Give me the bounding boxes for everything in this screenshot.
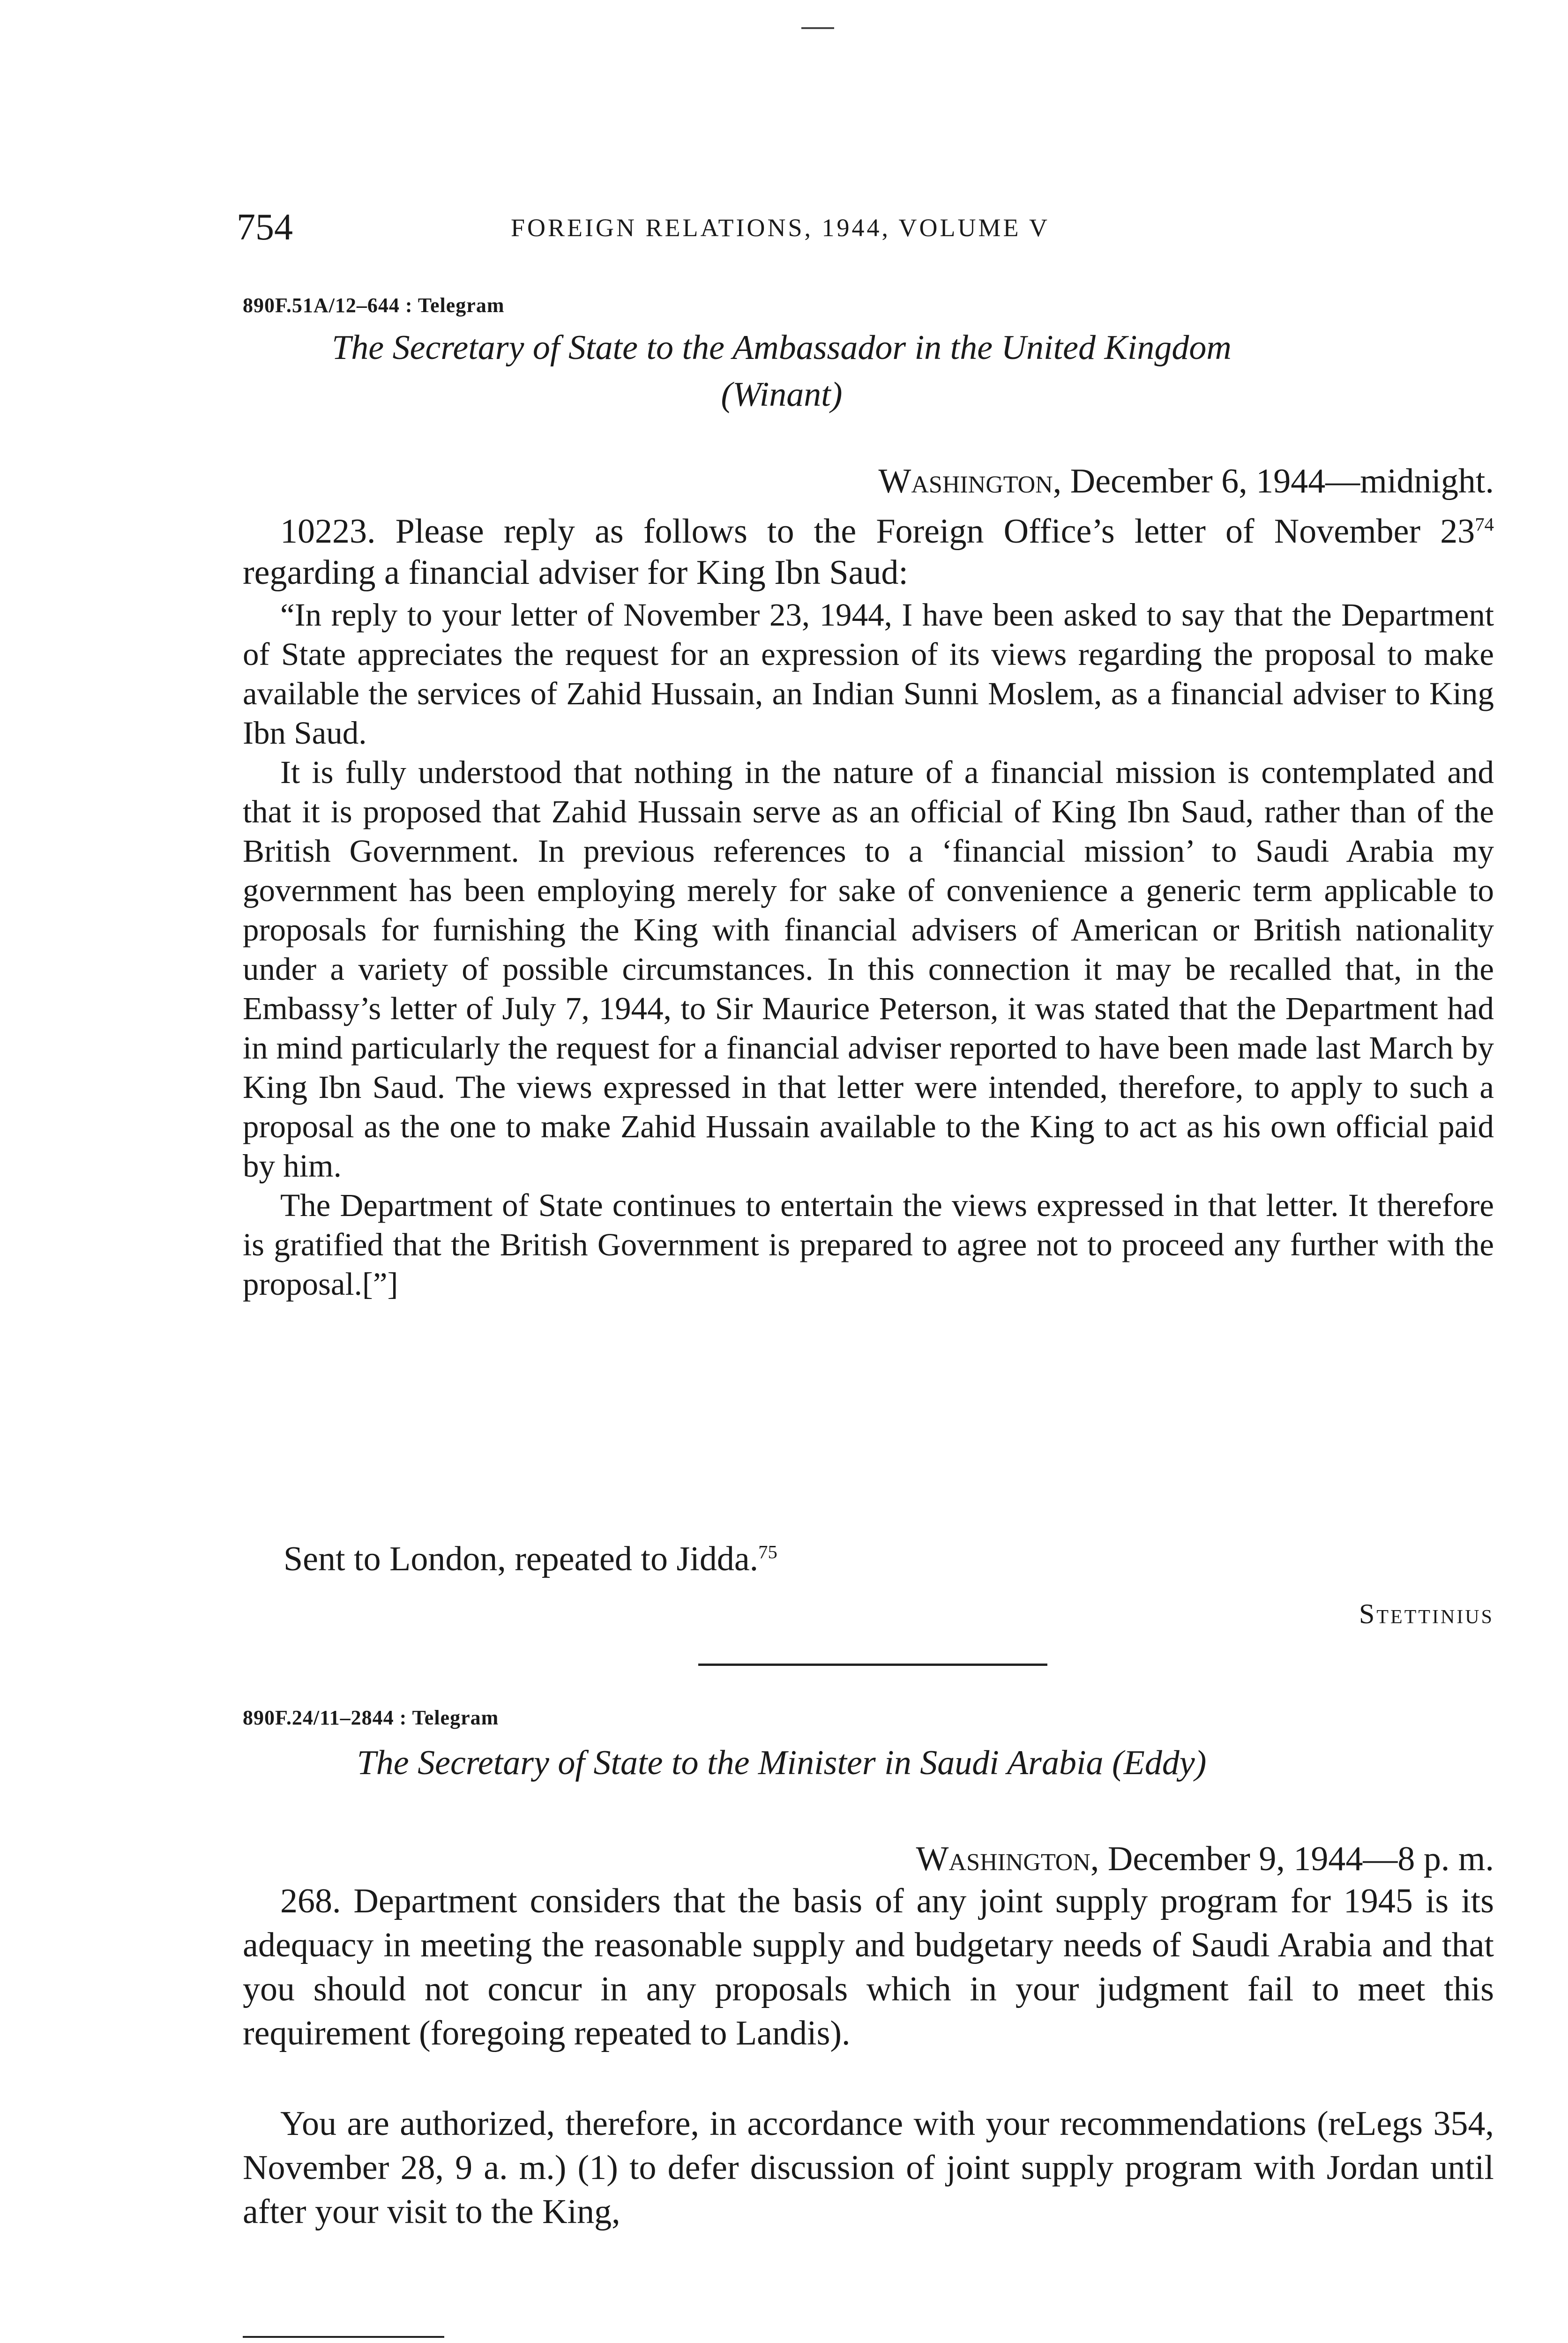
footnote-rule: [243, 2336, 444, 2338]
top-mark-dash: [801, 27, 834, 29]
document-title-1-recipient: (Winant): [721, 375, 843, 414]
closing-line: [284, 1539, 777, 1579]
page-number: 754: [237, 207, 293, 248]
opening-paragraph-1: [243, 511, 1494, 593]
dateline-place-2: Washington: [916, 1840, 1090, 1878]
section-divider: [698, 1664, 1047, 1666]
opening-paragraph-1-text-b: regarding a financial adviser for King Ibn Saud:: [243, 553, 908, 592]
quoted-paragraph-3: The Department of State continues to entertain the views expressed in that letter. It therefore is gratified that the British Government is prepared to agree not to proceed any further with the proposal.[”]: [243, 1187, 1494, 1302]
closing-line-text: Sent to London, repeated to Jidda.: [284, 1540, 759, 1578]
dateline-2: [916, 1839, 1494, 1879]
dateline-date-2: , December 9, 1944—8 p. m.: [1090, 1840, 1494, 1878]
file-number-2: 890F.24/11–2844 : Telegram: [243, 1706, 499, 1729]
quoted-letter: [243, 595, 1494, 1304]
body-paragraph-2a: 268. Department considers that the basis of any joint supply program for 1945 is its adequacy in meeting the reasonable supply and budgetary needs of Saudi Arabia and that you should not concur in any proposals which in your judgment fail to meet this requirement (foregoing repeated to Landis).: [243, 1882, 1494, 2052]
quoted-paragraph-1: “In reply to your letter of November 23, 1944, I have been asked to say that the Department of State appreciates the request for an expression of its views regarding the proposal to make available the services of Zahid Hussain, an Indian Sunni Moslem, as a financial adviser to King Ibn Saud.: [243, 597, 1494, 751]
dateline-date-1: , December 6, 1944—midnight.: [1053, 462, 1494, 500]
quoted-paragraph-2: It is fully understood that nothing in the nature of a financial mission is contemplated and that it is proposed that Zahid Hussain serve as an official of King Ibn Saud, rather than of the British Government. In previous references to a ‘financial mission’ to Saudi Arabia my government has been employing merely for sake of convenience a generic term applicable to proposals for furnishing the King with financial advisers of American or British nationality under a variety of possible circumstances. In this connection it may be recalled that, in the Embassy’s letter of July 7, 1944, to Sir Maurice Peterson, it was stated that the Department had in mind particularly the request for a financial adviser reported to have been made last March by King Ibn Saud. The views expressed in that letter were intended, therefore, to apply to such a proposal as the one to make Zahid Hussain available to the King to act as his own official paid by him.: [243, 754, 1494, 1184]
footnote-ref-74: 74: [1475, 514, 1494, 535]
dateline-place-1: Washington: [878, 462, 1053, 500]
body-paragraph-2b: You are authorized, therefore, in accordance with your recommendations (reLegs 354, November 28, 9 a. m.) (1) to defer discussion of joint supply program with Jordan until after your visit to the King,: [243, 2104, 1494, 2231]
opening-paragraph-1-text-a: 10223. Please reply as follows to the Foreign Office’s letter of November 23: [280, 512, 1475, 551]
file-number-1: 890F.51A/12–644 : Telegram: [243, 294, 505, 317]
footnote-ref-75: 75: [758, 1541, 777, 1563]
document-title-2: The Secretary of State to the Minister in Saudi Arabia (Eddy): [357, 1744, 1207, 1782]
dateline-1: [879, 462, 1494, 501]
running-title: FOREIGN RELATIONS, 1944, VOLUME V: [511, 214, 1050, 242]
document-title-1: The Secretary of State to the Ambassador in the United Kingdom: [332, 328, 1232, 367]
signature: Stettinius: [1359, 1598, 1494, 1629]
